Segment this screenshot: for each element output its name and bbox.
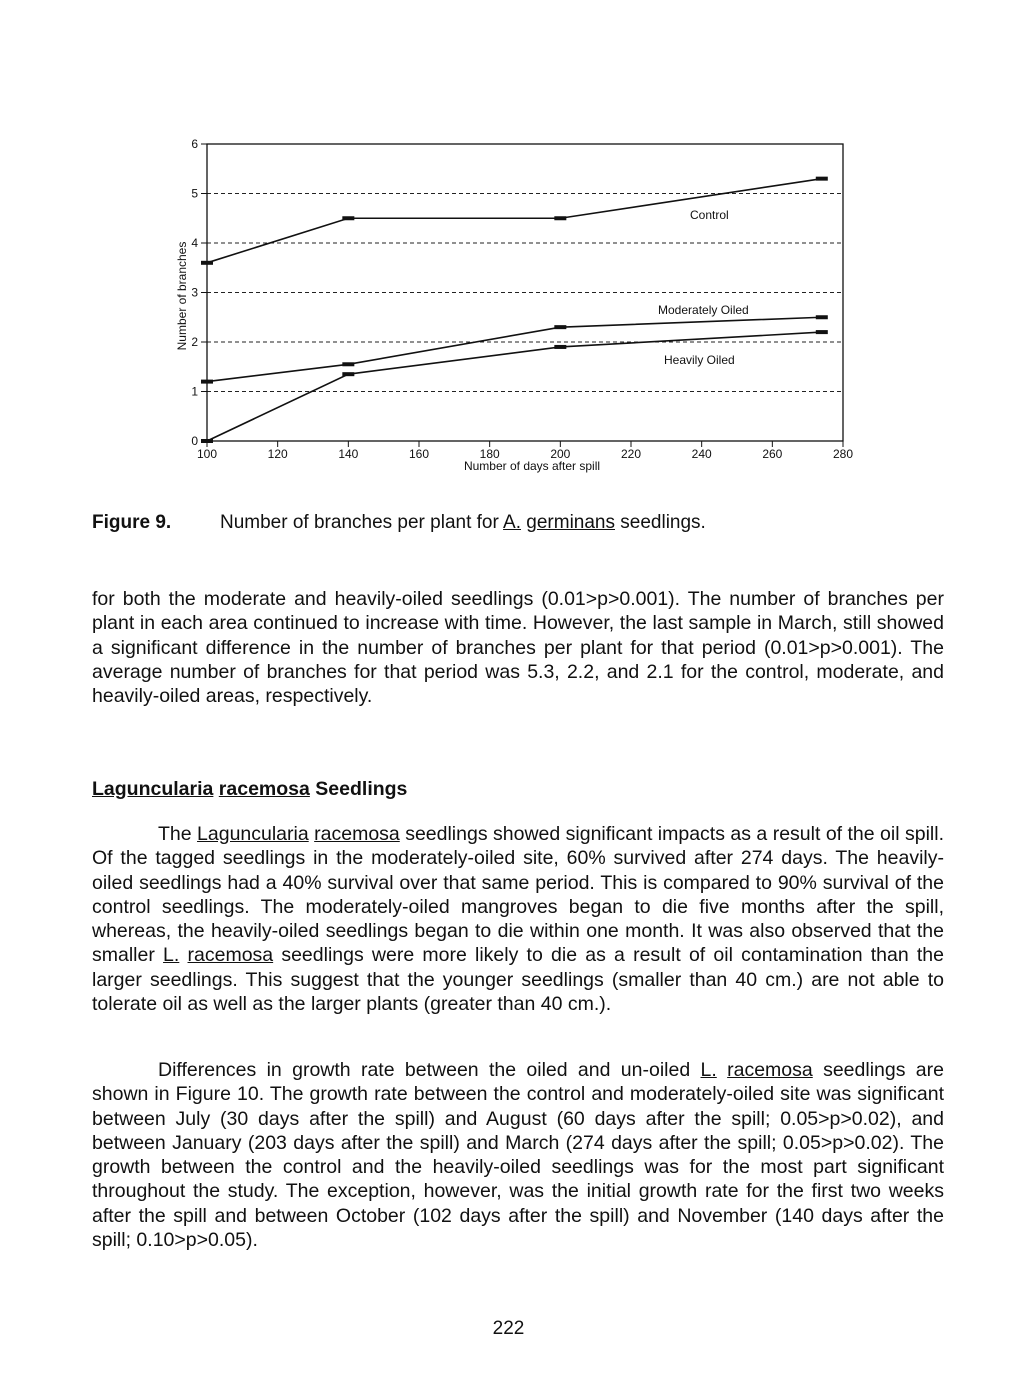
x-tick-label-180: 180 [479, 447, 500, 461]
caption-text: Number of branches per plant for [220, 512, 504, 533]
text-run: seedlings are shown in Figure 10. The growth rate between the control and moderately-oiled site was significant between July (30 days after the spill) and August (60 days after the spill; 0.05>p>0.02), and between January (203 days after the spill) and March (274 days after the spill; 0.05>p>0.02). The growth between the control and the heavily-oiled seedlings was for the most part significant throughout the study. The exception, however, was the initial growth rate for the first two weeks after the spill and between October (102 days after the spill) and November (140 days after the spill; 0.10>p>0.05). [92, 1059, 944, 1252]
paragraph-branches-summary: for both the moderate and heavily-oiled seedlings (0.01>p>0.001). The number of branches per plant in each area continued to increase with time. However, the last sample in March, still showed a significant difference in the number of branches per plant for that period (0.01>p>0.001). The average number of branches for that period was 5.3, 2.2, and 2.1 for the control, moderate, and heavily-oiled areas, respectively. [92, 588, 944, 708]
species-name: racemosa [727, 1059, 813, 1081]
axis-ticks [191, 137, 853, 461]
paragraph-survival [92, 822, 944, 1016]
data-point-heavily-oiled-0 [201, 439, 213, 443]
species-name: racemosa [314, 823, 400, 845]
x-tick-label-220: 220 [620, 447, 642, 461]
figure-9-chart [0, 0, 1017, 490]
caption-text-end: seedlings. [615, 512, 706, 533]
text-run: The [158, 823, 198, 845]
data-point-moderately-oiled-2 [554, 325, 566, 329]
data-point-control-1 [342, 216, 354, 220]
grid-lines [207, 194, 843, 392]
paragraph-growth-rate [92, 1058, 944, 1252]
text-run: Differences in growth rate between the oiled and un-oiled [158, 1059, 701, 1081]
genus-abbrev: L. [700, 1059, 717, 1081]
data-point-moderately-oiled-3 [816, 315, 828, 319]
page-number: 222 [492, 1318, 525, 1339]
text-run: seedlings were more likely to die as a result of oil contamination than the larger seedlings. This suggest that the younger seedlings (smaller than 40 cm.) are not able to tolerate oil as well as the larger plants (greater than 40 cm.). [92, 944, 944, 1016]
x-tick-label-240: 240 [691, 447, 712, 461]
figure-caption [92, 512, 706, 534]
species-name: racemosa [187, 944, 274, 967]
x-tick-label-120: 120 [267, 447, 288, 461]
y-tick-label-4: 4 [191, 236, 198, 250]
heading-species: racemosa [218, 778, 310, 800]
x-tick-label-260: 260 [762, 447, 783, 461]
x-axis-label: Number of days after spill [463, 459, 601, 473]
x-tick-label-100: 100 [196, 447, 218, 461]
heading-genus: Laguncularia [92, 778, 214, 800]
x-tick-label-160: 160 [408, 447, 430, 461]
y-tick-label-6: 6 [191, 137, 198, 151]
data-point-moderately-oiled-0 [201, 380, 213, 384]
series-line-control [207, 179, 822, 263]
heading-rest: Seedlings [309, 778, 408, 800]
y-tick-label-5: 5 [191, 186, 198, 201]
x-tick-label-140: 140 [338, 447, 359, 461]
section-heading [92, 778, 407, 801]
data-point-heavily-oiled-2 [554, 345, 566, 349]
data-point-control-0 [201, 261, 213, 265]
series-label-heavily-oiled: Heavily Oiled [664, 353, 735, 367]
data-point-heavily-oiled-3 [816, 330, 828, 334]
x-tick-label-280: 280 [832, 447, 854, 461]
y-tick-label-2: 2 [191, 335, 198, 349]
y-axis-label: Number of branches [175, 241, 189, 351]
y-tick-label-1: 1 [191, 384, 198, 399]
text-run: seedlings showed significant impacts as a result of the oil spill. Of the tagged seedlings in the moderately-oiled site, 60% survived after 274 days. The heavily-oiled seedlings had a 40% survival over that same period. This is compared to 90% survival of the control seedlings. The moderately-oiled mangroves began to die five months after the spill, whereas, the heavily-oiled seedlings began to die within one month. It was also observed that the smaller [92, 823, 944, 967]
figure-number: Figure 9. [92, 512, 172, 533]
y-tick-label-0: 0 [191, 434, 198, 448]
caption-genus: A. [503, 512, 521, 533]
series-label-control: Control [690, 208, 729, 222]
series-line-moderately-oiled [207, 317, 822, 381]
x-tick-label-200: 200 [550, 447, 571, 461]
data-point-moderately-oiled-1 [342, 362, 354, 366]
data-point-control-2 [554, 216, 566, 220]
y-tick-label-3: 3 [191, 285, 198, 300]
caption-species: germinans [526, 512, 615, 533]
data-point-heavily-oiled-1 [342, 372, 354, 376]
data-point-control-3 [816, 177, 828, 181]
genus-abbrev: L. [163, 944, 180, 967]
genus-name: Laguncularia [197, 823, 309, 845]
series-label-moderately-oiled: Moderately Oiled [658, 303, 749, 317]
series-line-heavily-oiled [207, 332, 822, 441]
